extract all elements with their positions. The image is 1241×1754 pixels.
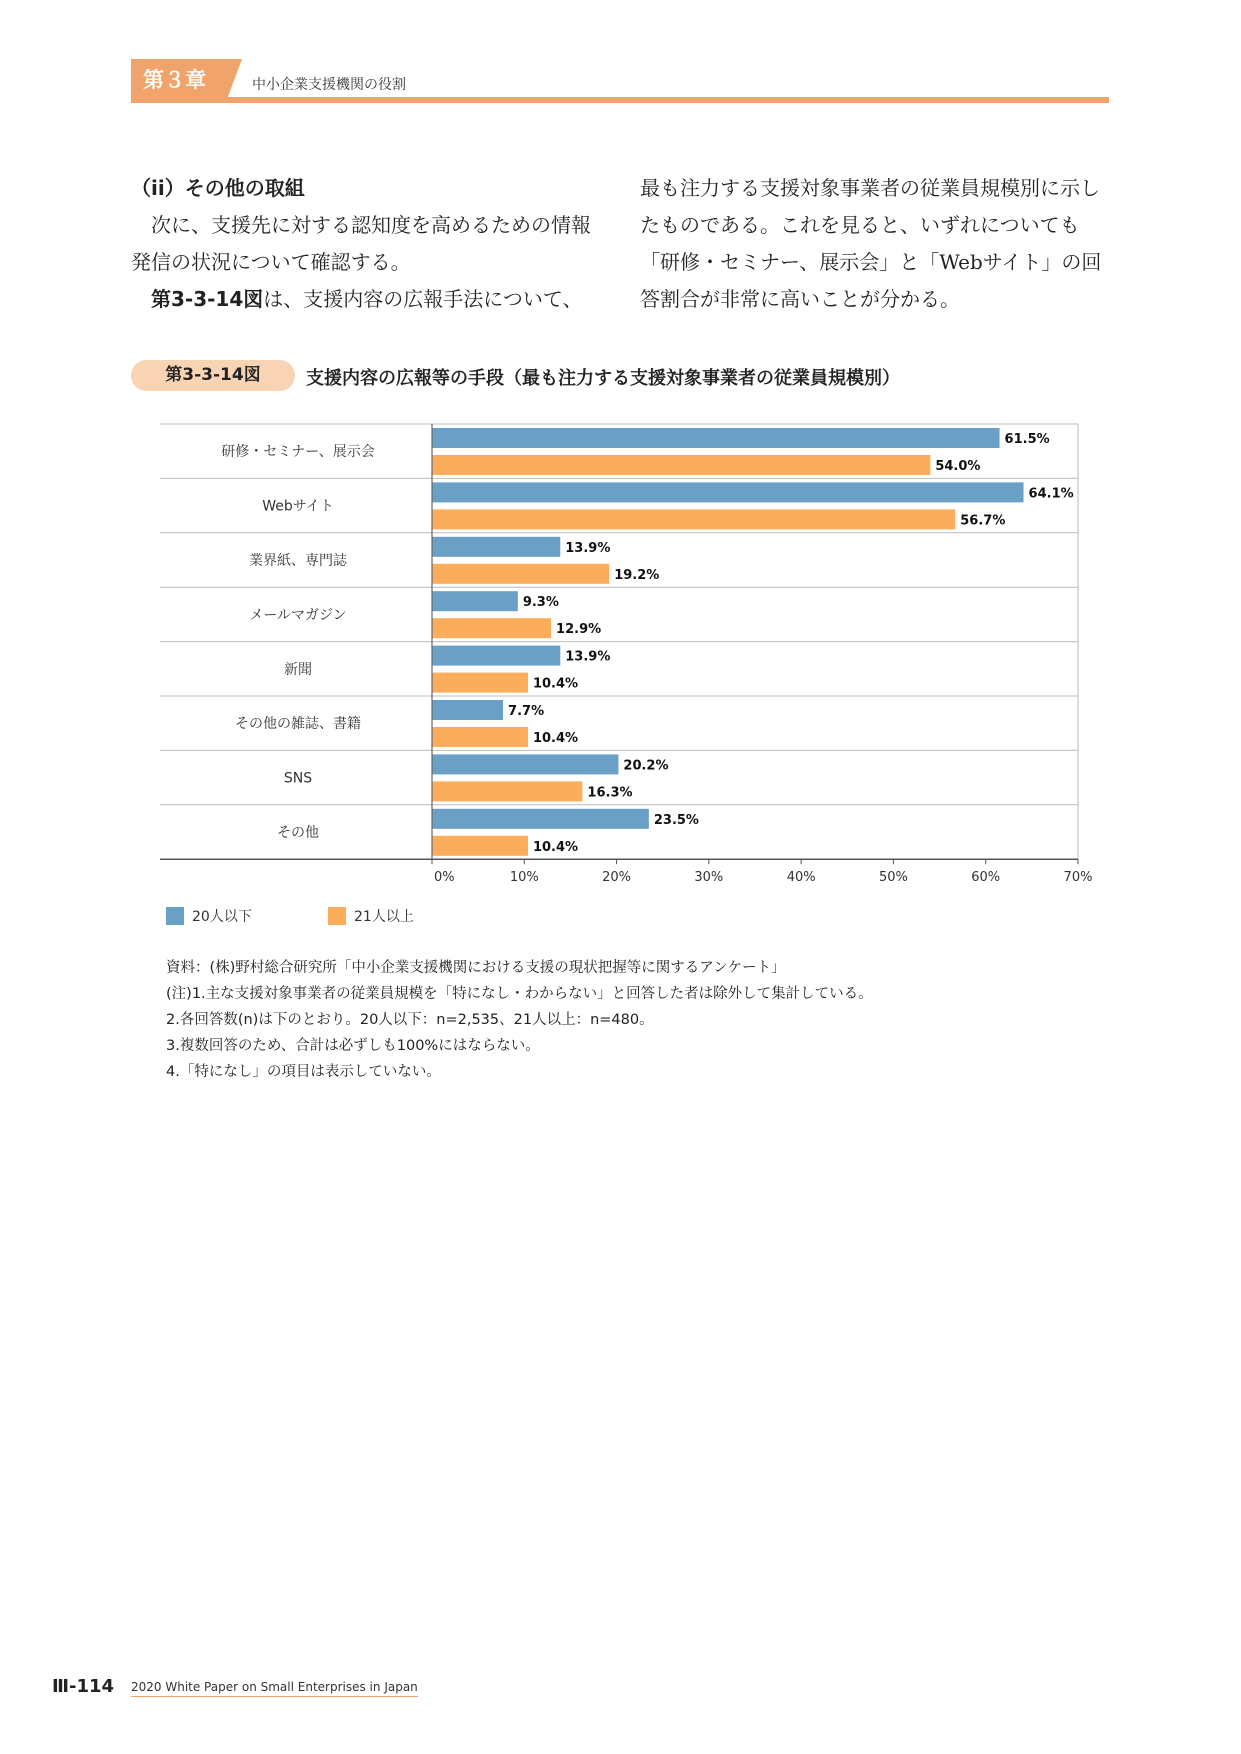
x-tick-label: 0%: [434, 870, 455, 886]
bar-series2: [432, 836, 528, 856]
category-label: 業界紙、専門誌: [249, 553, 347, 569]
legend-item-series1: [166, 906, 252, 926]
data-label: 13.9%: [565, 649, 611, 665]
data-label: 10.4%: [532, 731, 579, 746]
bar-series2: [432, 673, 528, 693]
data-label: 12.9%: [556, 622, 602, 638]
category-label: 新聞: [284, 661, 312, 678]
bar-series1: [432, 809, 649, 829]
x-tick-label: 30%: [694, 870, 724, 886]
bar-series2: [432, 564, 609, 584]
page-number: Ⅲ-114: [52, 1676, 115, 1697]
bar-series1: [432, 700, 503, 720]
bar-series2: [432, 781, 582, 801]
data-label: 64.1%: [1028, 486, 1074, 502]
data-label: 56.7%: [960, 513, 1006, 529]
figure-notes: [166, 955, 873, 1085]
data-label: 10.4%: [532, 839, 579, 855]
header-rule: [131, 97, 1109, 103]
bar-series1: [432, 537, 560, 557]
data-label: 7.7%: [508, 704, 545, 719]
data-label: 20.2%: [623, 758, 669, 774]
category-label: SNS: [283, 770, 313, 787]
sub-heading: （ii）その他の取組: [131, 176, 305, 200]
x-tick-label: 20%: [602, 870, 632, 886]
category-label: Webサイト: [262, 498, 334, 515]
body-column-right: [640, 170, 1110, 318]
x-tick-label: 50%: [878, 870, 908, 886]
paragraph-1: 次に、支援先に対する認知度を高めるための情報発信の状況について確認する。: [131, 213, 591, 274]
figure-title: 支援内容の広報等の手段（最も注力する支援対象事業者の従業員規模別）: [306, 368, 900, 389]
bar-chart: [160, 422, 1093, 892]
note-source: 資料：(株)野村総合研究所「中小企業支援機関における支援の現状把握等に関するアンケート」: [166, 960, 786, 976]
chapter-tab: 第３章: [131, 59, 228, 102]
body-column-left: [131, 170, 601, 318]
data-label: 54.0%: [935, 459, 981, 474]
data-label: 19.2%: [614, 567, 660, 583]
bar-series1: [432, 482, 1024, 502]
paragraph-2-start: [131, 281, 601, 318]
legend-swatch-series2: [328, 907, 346, 925]
legend-item-series2: [328, 906, 414, 926]
legend-label-series2: 21人以上: [354, 909, 414, 925]
x-tick-label: 10%: [509, 870, 539, 886]
category-label: メールマガジン: [249, 607, 347, 624]
data-label: 10.4%: [532, 676, 579, 692]
category-label: その他の雑誌、書籍: [235, 716, 361, 733]
paragraph-2-continued: 最も注力する支援対象事業者の従業員規模別に示したものである。これを見ると、いずれについても「研修・セミナー、展示会」と「Webサイト」の回答割合が非常に高いことが分かる。: [640, 176, 1102, 311]
x-tick-label: 70%: [1063, 870, 1093, 886]
chapter-tab-slant: [226, 59, 242, 102]
bar-series2: [432, 455, 930, 475]
bar-series2: [432, 727, 528, 747]
note-3: 3.複数回答のため、合計は必ずしも100%にはならない。: [166, 1038, 540, 1054]
x-tick-label: 40%: [786, 870, 816, 886]
bar-series1: [432, 428, 1000, 448]
figure-number: 第3-3-14図: [131, 360, 295, 391]
data-label: 13.9%: [565, 540, 611, 556]
paragraph-2-head: は、支援内容の広報手法について、: [263, 287, 583, 311]
legend-label-series1: 20人以下: [192, 909, 252, 925]
note-1: (注)1.主な支援対象事業者の従業員規模を「特になし・わからない」と回答した者は除外して集計している。: [166, 986, 873, 1002]
bar-series1: [432, 646, 560, 666]
x-tick-label: 60%: [971, 870, 1001, 886]
data-label: 23.5%: [653, 812, 699, 828]
data-label: 9.3%: [522, 595, 559, 611]
figure-reference: 第3-3-14図: [151, 287, 264, 311]
data-label: 61.5%: [1004, 432, 1050, 447]
note-4: 4.「特になし」の項目は表示していない。: [166, 1064, 441, 1080]
category-label: その他: [277, 825, 319, 841]
bar-series2: [432, 618, 551, 638]
data-label: 16.3%: [587, 785, 633, 801]
bar-series1: [432, 591, 518, 611]
bar-series1: [432, 754, 618, 774]
bar-series2: [432, 509, 955, 529]
publication-title: 2020 White Paper on Small Enterprises in Japan: [131, 1680, 418, 1697]
category-label: 研修・セミナー、展示会: [221, 444, 375, 461]
note-2: 2.各回答数(n)は下のとおり。20人以下：n=2,535、21人以上：n=480。: [166, 1012, 654, 1028]
legend-swatch-series1: [166, 907, 184, 925]
chapter-title: 中小企業支援機関の役割: [252, 77, 406, 93]
